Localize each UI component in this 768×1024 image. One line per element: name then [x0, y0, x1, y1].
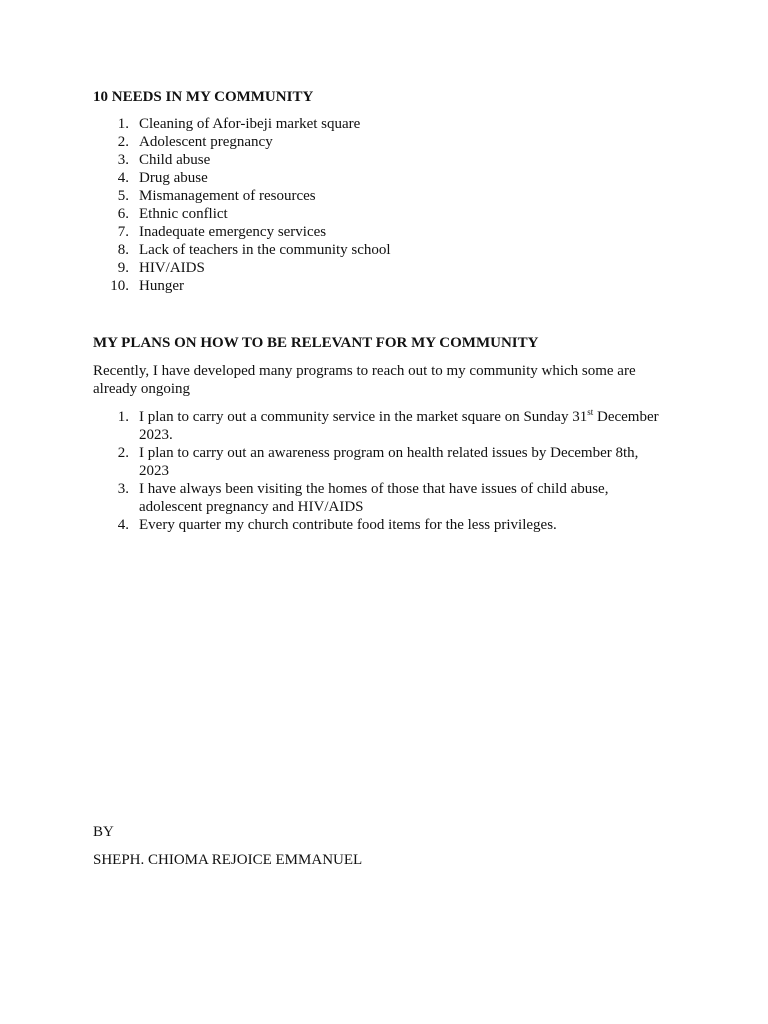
list-item-text: Ethnic conflict	[139, 206, 228, 222]
list-item	[93, 169, 653, 187]
plans-list	[93, 408, 663, 534]
list-item-text: Inadequate emergency services	[139, 224, 327, 240]
list-item-text-part: I plan to carry out a community service in the market square on Sunday 31	[139, 409, 588, 425]
list-number: 3.	[117, 481, 129, 497]
list-item-text: Adolescent pregnancy	[139, 134, 273, 150]
list-number: 1.	[117, 409, 129, 425]
list-item-text: I have always been visiting the homes of those that have issues of child abuse, adolescent pregnancy and HIV/AIDS	[139, 481, 609, 515]
list-item	[93, 259, 653, 277]
list-number: 2.	[117, 134, 129, 150]
byline-by: BY	[93, 824, 114, 840]
list-item	[93, 444, 663, 480]
list-number: 2.	[117, 445, 129, 461]
plans-intro-paragraph: Recently, I have developed many programs to reach out to my community which some are already ongoing	[93, 363, 636, 397]
plans-heading: MY PLANS ON HOW TO BE RELEVANT FOR MY COMMUNITY	[93, 335, 539, 351]
list-number: 4.	[117, 170, 129, 186]
list-item-text: Hunger	[139, 278, 184, 294]
list-item	[93, 151, 653, 169]
list-item-text: HIV/AIDS	[139, 260, 205, 276]
list-number: 9.	[117, 260, 129, 276]
list-number: 1.	[117, 116, 129, 132]
list-number: 8.	[117, 242, 129, 258]
list-item-text: Drug abuse	[139, 170, 208, 186]
list-item-text: Cleaning of Afor-ibeji market square	[139, 116, 361, 132]
list-item	[93, 133, 653, 151]
list-item	[93, 241, 653, 259]
list-item-text: I plan to carry out an awareness program on health related issues by December 8th, 2023	[139, 445, 639, 479]
list-item	[93, 480, 663, 516]
needs-list	[93, 115, 653, 295]
list-number: 3.	[117, 152, 129, 168]
list-item-text-part: December 2023.	[139, 409, 659, 443]
list-item	[93, 187, 653, 205]
list-item-text	[139, 409, 659, 443]
byline-author: SHEPH. CHIOMA REJOICE EMMANUEL	[93, 852, 363, 868]
list-item-text: Mismanagement of resources	[139, 188, 316, 204]
list-item-text: Lack of teachers in the community school	[139, 242, 391, 258]
list-number: 4.	[117, 517, 129, 533]
list-number: 6.	[117, 206, 129, 222]
ordinal-superscript: st	[587, 407, 594, 417]
list-item	[93, 277, 653, 295]
list-item	[93, 408, 663, 444]
list-item	[93, 516, 663, 534]
list-number: 5.	[117, 188, 129, 204]
list-number: 7.	[117, 224, 129, 240]
list-item-text: Every quarter my church contribute food items for the less privileges.	[139, 517, 557, 533]
list-item	[93, 115, 653, 133]
list-item	[93, 223, 653, 241]
list-item	[93, 205, 653, 223]
list-number: 10.	[110, 278, 129, 294]
needs-heading: 10 NEEDS IN MY COMMUNITY	[93, 89, 314, 105]
list-item-text: Child abuse	[139, 152, 211, 168]
